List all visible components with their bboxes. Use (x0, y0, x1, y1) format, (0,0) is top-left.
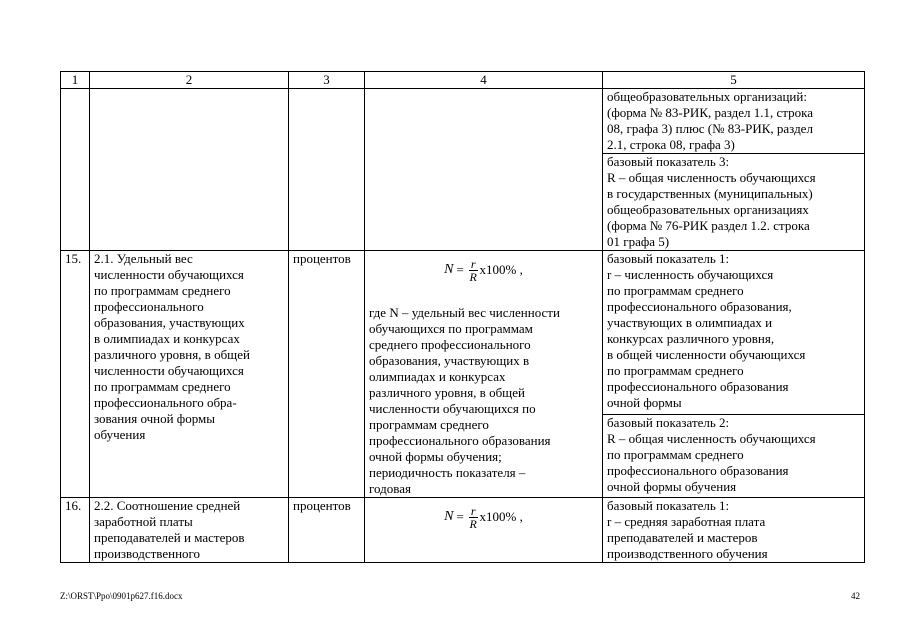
formula-denominator: R (469, 516, 477, 531)
formula-numerator: r (470, 503, 476, 518)
table-header-row (61, 72, 865, 89)
cont-col-1 (61, 89, 90, 251)
table-row-15 (61, 251, 865, 415)
row16-number: 16. (61, 498, 90, 563)
formula-lhs: N (444, 509, 454, 524)
formula-equals: = (456, 262, 464, 277)
formula-numerator: r (470, 256, 476, 271)
row16-method (365, 498, 603, 563)
row15-unit: процентов (289, 251, 365, 498)
row15-method (365, 251, 603, 498)
row15-formula (369, 253, 598, 287)
document-table (60, 71, 865, 563)
row16-unit: процентов (289, 498, 365, 563)
header-col-5: 5 (603, 72, 865, 89)
cont-col-5-part-b: базовый показатель 3: R – общая численность обучающихся в государственных (муниципальных) общеобразовательных организациях (форма № 76-РИК раздел 1.2. строка 01 графа 5) (603, 154, 865, 251)
formula-equals: = (456, 509, 464, 524)
row15-number: 15. (61, 251, 90, 498)
row15-col-5-part-b: базовый показатель 2: R – общая численность обучающихся по программам среднего профессионального образования очной формы обучения (603, 415, 865, 498)
header-col-3: 3 (289, 72, 365, 89)
row15-col-5-part-a: базовый показатель 1: r – численность обучающихся по программам среднего профессионального образования, участвующих в олимпиадах и конкурсах различного уровня, в общей численности обучающихся по программам среднего профессионального образования очной формы (603, 251, 865, 415)
footer-file-path: Z:\ORST\Ppo\0901p627.f16.docx (60, 591, 183, 601)
row16-indicator-name: 2.2. Соотношение средней заработной платы преподавателей и мастеров производственного (90, 498, 289, 563)
formula-fraction (469, 505, 478, 530)
row15-indicator-name: 2.1. Удельный вес численности обучающихся по программам среднего профессионального образования, участвующих в олимпиадах и конкурсах различного уровня, в общей численности обучающихся по программам среднего профессионального обра- зования очной формы обучения (90, 251, 289, 498)
footer-page-number: 42 (851, 591, 860, 601)
table-row-16 (61, 498, 865, 563)
row16-formula (369, 500, 598, 534)
header-col-4: 4 (365, 72, 603, 89)
table-row (61, 89, 865, 154)
formula-denominator: R (469, 269, 477, 284)
cont-col-5-part-a: общеобразовательных организаций: (форма № 83-РИК, раздел 1.1, строка 08, графа 3) плюс (№ 83-РИК, раздел 2.1, строка 08, графа 3) (603, 89, 865, 154)
formula-multiplier: x100% , (479, 262, 523, 277)
row15-description: где N – удельный вес численности обучающихся по программам среднего профессионального образования, участвующих в олимпиадах и конкурсах различного уровня, в общей численности обучающихся по программам среднего профессионального образования очной формы обучения; периодичность показателя – годовая (369, 305, 560, 496)
row16-col-5: базовый показатель 1: r – средняя заработная плата преподавателей и мастеров производственного обучения (603, 498, 865, 563)
formula-multiplier: x100% , (479, 509, 523, 524)
header-col-1: 1 (61, 72, 90, 89)
header-col-2: 2 (90, 72, 289, 89)
formula-lhs: N (444, 262, 454, 277)
formula-fraction (469, 258, 478, 283)
cont-col-3 (289, 89, 365, 251)
cont-col-4 (365, 89, 603, 251)
cont-col-2 (90, 89, 289, 251)
